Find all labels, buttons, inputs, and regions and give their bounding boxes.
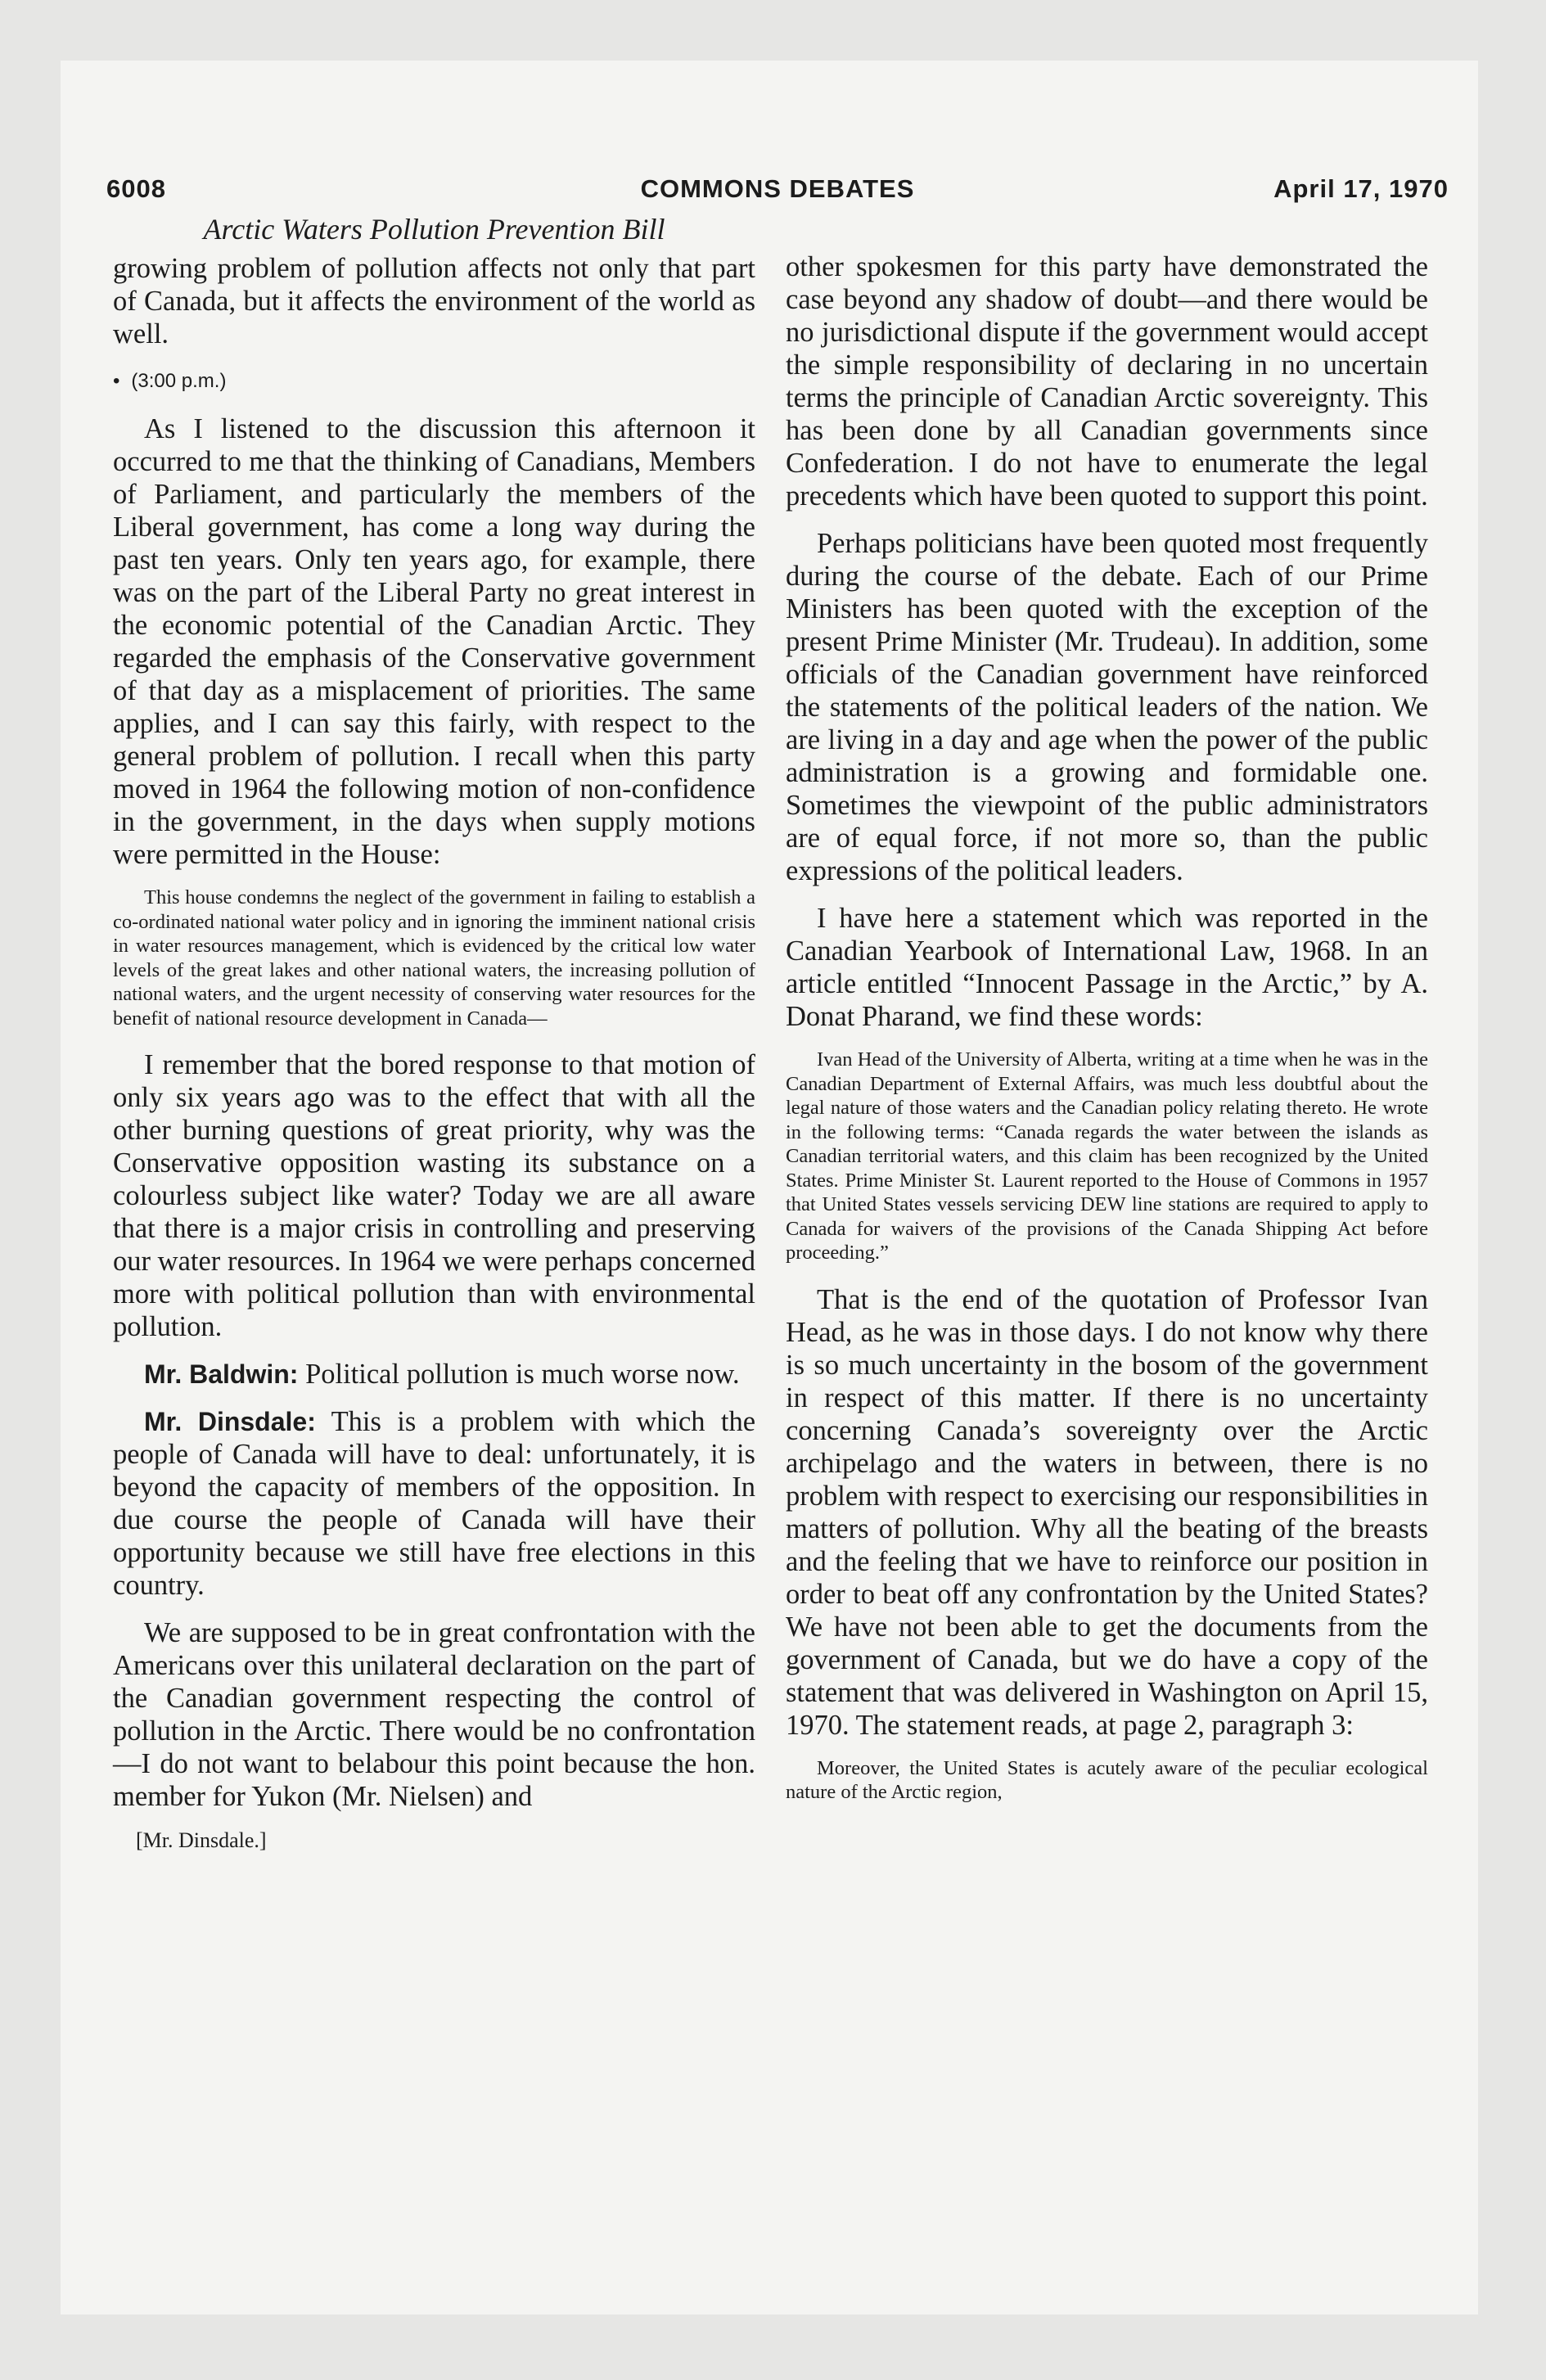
block-quote: Moreover, the United States is acutely aware of the peculiar ecological nature of the Arctic region, <box>786 1756 1428 1803</box>
paragraph: As I listened to the discussion this afternoon it occurred to me that the thinking of Canadians, Members of Parliament, and particularly the members of the Liberal government, has come a long way during the past ten years. Only ten years ago, for example, there was on the part of the Liberal Party no great interest in the economic potential of the Canadian Arctic. They regarded the emphasis of the Conservative government of that day as a misplacement of priorities. The same applies, and I can say this fairly, with respect to the general problem of pollution. I recall when this party moved in 1964 the following motion of non-confidence in the government, in the days when supply motions were permitted in the House: <box>113 413 755 870</box>
right-column <box>786 250 1428 1823</box>
speaker-name: Mr. Baldwin: <box>144 1359 299 1389</box>
speaker-footer: [Mr. Dinsdale.] <box>136 1828 267 1852</box>
paragraph: I have here a statement which was reported in the Canadian Yearbook of International Law, 1968. In an article entitled “Innocent Passage in the Arctic,” by A. Donat Pharand, we find these words: <box>786 903 1428 1032</box>
bill-subtitle: Arctic Waters Pollution Prevention Bill <box>203 213 665 246</box>
page-number: 6008 <box>106 174 166 203</box>
speech-paragraph <box>113 1405 755 1602</box>
speech-text: Political pollution is much worse now. <box>298 1359 740 1390</box>
paragraph: Perhaps politicians have been quoted most frequently during the course of the debate. Each of our Prime Ministers has been quoted with the exception of the present Prime Minister (Mr. Trudeau). In addition, some officials of the Canadian government have reinforced the statements of the political leaders of the nation. We are living in a day and age when the power of the public administration is a growing and formidable one. Sometimes the viewpoint of the public administrators are of equal force, if not more so, than the public expressions of the political leaders. <box>786 528 1428 886</box>
page-header <box>106 174 1449 215</box>
speech-text: This is a problem with which the people of Canada will have to deal: unfortunately, it is beyond the capacity of members of the opposition. In due course the people of Canada will have their opportunity because we still have free elections in this country. <box>113 1406 756 1601</box>
time-text: (3:00 p.m.) <box>131 370 227 392</box>
paragraph: growing problem of pollution affects not only that part of Canada, but it affects the environment of the world as well. <box>113 253 755 349</box>
bullet-icon: • <box>113 370 120 392</box>
block-quote: Ivan Head of the University of Alberta, writing at a time when he was in the Canadian Department of External Affairs, was much less doubtful about the legal nature of those waters and the Canadian policy relating thereto. He wrote in the following terms: “Canada regards the water between the islands as Canadian territorial waters, and this claim has been recognized by the United States. Prime Minister St. Laurent reported to the House of Commons in 1957 that United States vessels servicing DEW line stations are required to apply to Canada for waivers of the provisions of the Canada Shipping Act before proceeding.” <box>786 1048 1428 1264</box>
paragraph: I remember that the bored response to that motion of only six years ago was to the effect that with all the other burning questions of great priority, why was the Conservative opposition wasting its substance on a colourless subject like water? Today we are all aware that there is a major crisis in controlling and preserving our water resources. In 1964 we were perhaps concerned more with political pollution than with environmental pollution. <box>113 1049 755 1342</box>
time-stamp <box>113 365 755 398</box>
speech-paragraph <box>113 1358 755 1391</box>
paragraph: other spokesmen for this party have demonstrated the case beyond any shadow of doubt—and there would be no jurisdictional dispute if the government would accept the simple responsibility of declaring in no uncertain terms the principle of Canadian Arctic sovereignty. This has been done by all Canadian governments since Confederation. I do not have to enumerate the legal precedents which have been quoted to support this point. <box>786 251 1428 512</box>
issue-date: April 17, 1970 <box>1273 174 1449 203</box>
publication-title: COMMONS DEBATES <box>640 174 915 203</box>
paragraph: We are supposed to be in great confrontation with the Americans over this unilateral declaration on the part of the Canadian government respecting the control of pollution in the Arctic. There would be no confrontation—I do not want to belabour this point because the hon. member for Yukon (Mr. Nielsen) and <box>113 1617 755 1812</box>
paragraph: That is the end of the quotation of Professor Ivan Head, as he was in those days. I do not know why there is so much uncertainty in the bosom of the government in respect of this matter. If there is no uncertainty concerning Canada’s sovereignty over the Arctic archipelago and the waters in between, there is no problem with respect to exercising our responsibilities in matters of pollution. Why all the beating of the breasts and the feeling that we have to reinforce our position in order to beat off any confrontation by the United States? We have not been able to get the documents from the government of Canada, but we do have a copy of the statement that was delivered in Washington on April 15, 1970. The statement reads, at page 2, paragraph 3: <box>786 1283 1428 1741</box>
speaker-name: Mr. Dinsdale: <box>144 1407 316 1436</box>
left-column <box>113 211 755 1854</box>
block-quote: This house condemns the neglect of the government in failing to establish a co-ordinated national water policy and in ignoring the imminent national crisis in water resources management, which is evidenced by the critical low water levels of the great lakes and other national waters, the increasing pollution of national waters, and the urgent necessity of conserving water resources for the benefit of national resource development in Canada— <box>113 886 755 1030</box>
